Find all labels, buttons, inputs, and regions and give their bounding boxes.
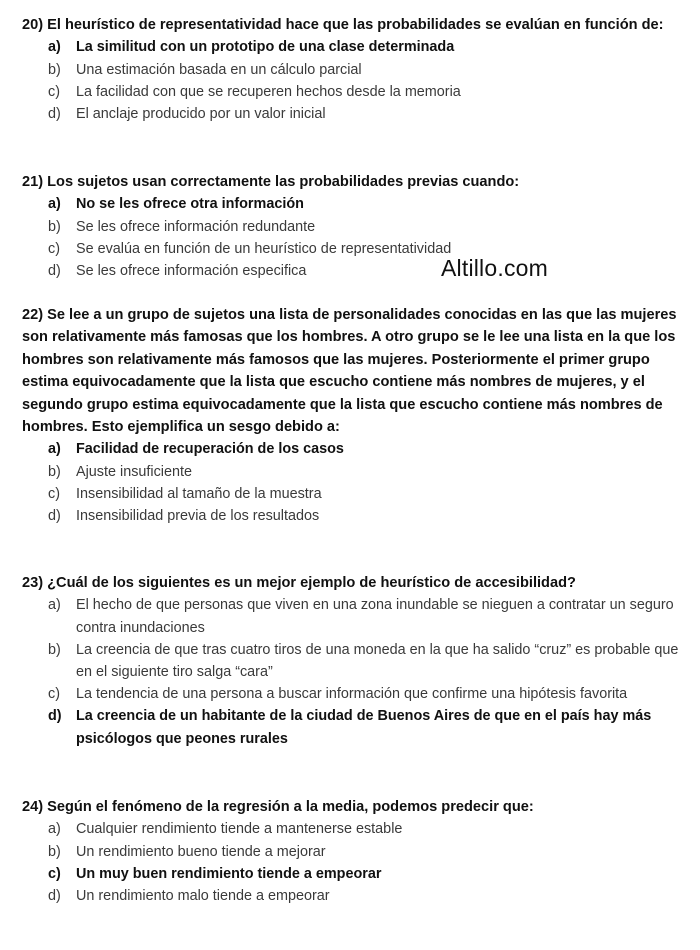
option-letter: a) <box>48 39 61 56</box>
answer-options <box>22 193 694 282</box>
answer-option-d <box>22 103 694 125</box>
option-text: La tendencia de una persona a buscar información que confirme una hipótesis favorita <box>76 686 628 703</box>
question-text: 20) El heurístico de representatividad hace que las probabilidades se evalúan en función de: <box>22 17 664 33</box>
option-letter: d) <box>48 106 61 123</box>
option-letter: b) <box>48 61 61 78</box>
option-letter: c) <box>48 686 60 703</box>
answer-option-c <box>22 81 694 103</box>
question-20 <box>22 14 694 125</box>
option-letter: a) <box>48 441 61 458</box>
answer-options <box>22 818 694 907</box>
option-text: La creencia de un habitante de la ciudad de Buenos Aires de que en el país hay más psicólogos que peones rurales <box>76 708 652 747</box>
question-23 <box>22 572 694 750</box>
answer-option-a <box>22 594 694 638</box>
option-letter: d) <box>48 263 61 280</box>
option-text: Una estimación basada en un cálculo parcial <box>76 61 362 78</box>
option-text: Se les ofrece información especifica <box>76 263 307 280</box>
answer-option-d <box>22 260 694 282</box>
option-text: Se evalúa en función de un heurístico de representatividad <box>76 240 452 257</box>
question-text: 23) ¿Cuál de los siguientes es un mejor ejemplo de heurístico de accesibilidad? <box>22 575 576 591</box>
option-letter: b) <box>48 843 61 860</box>
question-22 <box>22 304 694 527</box>
option-text: No se les ofrece otra información <box>76 196 304 213</box>
option-text: Insensibilidad al tamaño de la muestra <box>76 485 322 502</box>
option-letter: a) <box>48 196 61 213</box>
answer-options <box>22 594 694 749</box>
option-text: La facilidad con que se recuperen hechos desde la memoria <box>76 83 461 100</box>
question-text: 24) Según el fenómeno de la regresión a la media, podemos predecir que: <box>22 799 534 815</box>
option-text: Se les ofrece información redundante <box>76 218 316 235</box>
option-letter: c) <box>48 485 60 502</box>
option-letter: d) <box>48 888 61 905</box>
answer-option-c <box>22 863 694 885</box>
option-text: Un rendimiento malo tiende a empeorar <box>76 888 330 905</box>
answer-option-b <box>22 841 694 863</box>
question-21 <box>22 171 694 282</box>
option-letter: c) <box>48 240 60 257</box>
option-letter: b) <box>48 218 61 235</box>
option-letter: a) <box>48 821 61 838</box>
answer-option-d <box>22 505 694 527</box>
question-24 <box>22 796 694 907</box>
answer-option-b <box>22 639 694 683</box>
question-text: 22) Se lee a un grupo de sujetos una lista de personalidades conocidas en las que las mujeres son relativamente más famosas que los hombres. A otro grupo se le lee una lista en la que los hombres son relativamente más famosos que las mujeres. Posteriormente el primer grupo estima equivocadamente que la lista que escucho contiene más nombres de mujeres, y el segundo grupo estima equivocadamente que la lista que escucho contiene más nombres de hombres. Esto ejemplifica un sesgo debido a: <box>22 307 677 436</box>
answer-option-d <box>22 885 694 907</box>
answer-options <box>22 36 694 125</box>
answer-option-a <box>22 438 694 460</box>
option-text: El hecho de que personas que viven en una zona inundable se nieguen a contratar un seguro contra inundaciones <box>76 597 674 636</box>
answer-options <box>22 438 694 527</box>
answer-option-a <box>22 818 694 840</box>
option-letter: c) <box>48 865 61 882</box>
option-text: Cualquier rendimiento tiende a mantenerse estable <box>76 821 403 838</box>
answer-option-b <box>22 216 694 238</box>
option-letter: a) <box>48 597 61 614</box>
answer-option-a <box>22 193 694 215</box>
answer-option-c <box>22 483 694 505</box>
option-text: Un muy buen rendimiento tiende a empeorar <box>76 865 382 882</box>
answer-option-a <box>22 36 694 58</box>
answer-option-b <box>22 461 694 483</box>
option-text: El anclaje producido por un valor inicial <box>76 106 326 123</box>
option-letter: b) <box>48 641 61 658</box>
option-letter: d) <box>48 508 61 525</box>
option-text: La creencia de que tras cuatro tiros de una moneda en la que ha salido “cruz” es probable que en el siguiente tiro salga “cara” <box>76 641 679 681</box>
option-text: Insensibilidad previa de los resultados <box>76 508 320 525</box>
answer-option-b <box>22 59 694 81</box>
question-text: 21) Los sujetos usan correctamente las probabilidades previas cuando: <box>22 174 520 190</box>
site-watermark: Altillo.com <box>441 255 549 281</box>
option-letter: c) <box>48 83 60 100</box>
option-text: Ajuste insuficiente <box>76 463 192 480</box>
option-text: Facilidad de recuperación de los casos <box>76 441 344 458</box>
answer-option-c <box>22 683 694 705</box>
option-text: La similitud con un prototipo de una clase determinada <box>76 39 455 56</box>
answer-option-d <box>22 705 694 749</box>
answer-option-c <box>22 238 694 260</box>
option-letter: d) <box>48 708 62 725</box>
option-letter: b) <box>48 463 61 480</box>
option-text: Un rendimiento bueno tiende a mejorar <box>76 843 326 860</box>
